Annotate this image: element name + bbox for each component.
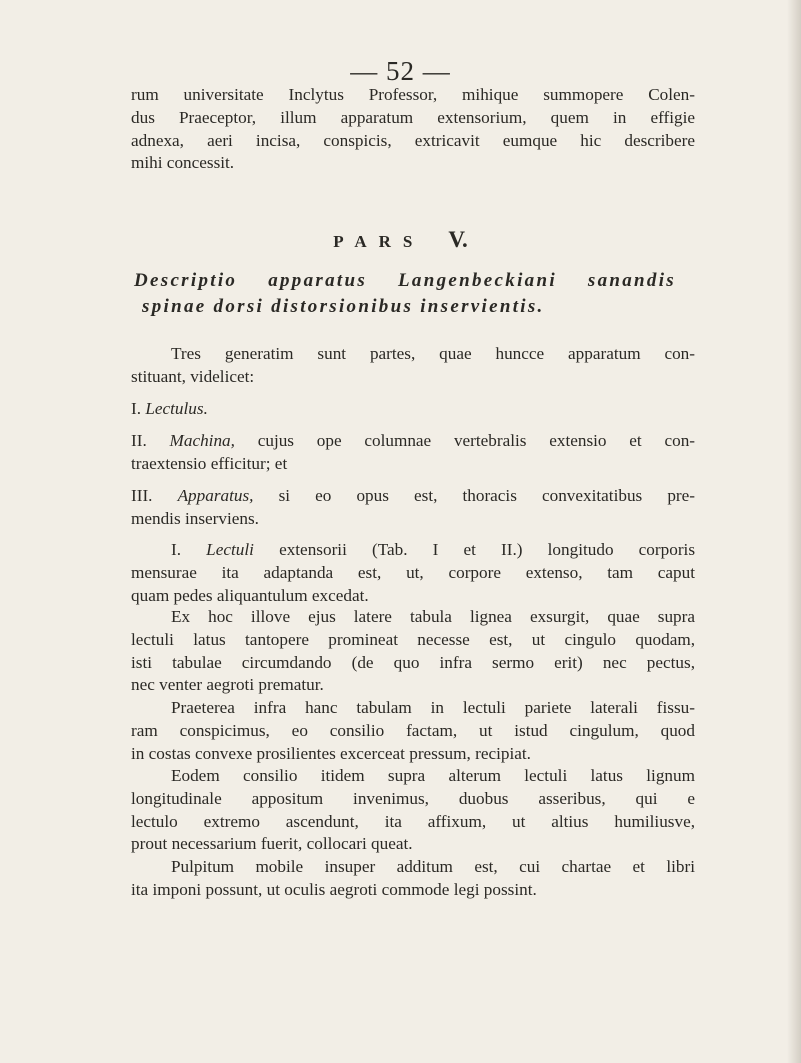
text-line: Pulpitum mobile insuper additum est, cui chartae et libri	[171, 857, 695, 876]
text-line: Ex hoc illove ejus latere tabula lignea exsurgit, quae supra	[171, 607, 695, 626]
intro-paragraph	[131, 84, 695, 175]
text-line: ita imponi possunt, ut oculis aegroti commode legi possint.	[131, 879, 537, 899]
parts-list-item-3	[131, 485, 695, 531]
title-line: spinae dorsi distorsionibus inservientis.	[142, 296, 545, 317]
text-line: lectuli latus tantopere promineat necesse est, ut cingulo quodam,	[131, 629, 695, 649]
text-line: stituant, videlicet:	[131, 366, 255, 386]
title-line: Descriptio apparatus Langenbeckiani sanandis	[134, 270, 676, 291]
paragraph-tabula	[131, 606, 695, 697]
list-item-1	[131, 398, 695, 421]
page-number: — 52 —	[350, 56, 451, 86]
text-line: isti tabulae circumdando (de quo infra sermo erit) nec pectus,	[131, 652, 695, 672]
text-line: Praeterea infra hanc tabulam in lectuli pariete laterali fissu-	[171, 698, 695, 717]
list-number: I.	[131, 399, 142, 418]
list-title: Machina,	[169, 431, 235, 450]
parts-list-item-2	[131, 430, 695, 476]
paragraph-pulpitum	[131, 856, 695, 902]
text-line: prout necessarium fuerit, collocari queat.	[131, 834, 413, 854]
part-heading	[0, 227, 801, 253]
section-title	[134, 268, 676, 320]
paragraph-lectuli	[131, 539, 695, 607]
parts-list	[131, 398, 695, 421]
paragraph-fissura	[131, 697, 695, 765]
text-line: mensurae ita adaptanda est, ut, corpore extenso, tam caput	[131, 562, 695, 582]
text-line: Tres generatim sunt partes, quae huncce apparatum con-	[171, 344, 695, 363]
text-line: quam pedes aliquantulum excedat.	[131, 585, 369, 605]
text-line: in costas convexe prosilientes excerceat pressum, recipiat.	[131, 743, 531, 763]
paragraph-keyword: Lectuli	[206, 540, 254, 559]
text-line: mendis inserviens.	[131, 508, 259, 528]
text-line: Eodem consilio itidem supra alterum lectuli latus lignum	[171, 766, 695, 785]
text-line	[131, 539, 695, 562]
list-text: si eo opus est, thoracis convexitatibus pre-	[278, 486, 695, 505]
paragraph-lignum	[131, 765, 695, 856]
list-title: Apparatus,	[177, 486, 254, 505]
list-number: II.	[131, 431, 147, 450]
text-line: nec venter aegroti prematur.	[131, 675, 324, 695]
text-line: lectulo extremo ascendunt, ita affixum, ut altius humiliusve,	[131, 811, 695, 831]
text-line: longitudinale appositum invenimus, duobus asseribus, qui e	[131, 788, 695, 808]
text-line: adnexa, aeri incisa, conspicis, extricavit eumque hic describere	[131, 130, 695, 150]
paragraph-parts	[131, 343, 695, 389]
list-item-3	[131, 485, 695, 508]
text-line: ram conspicimus, eo consilio factam, ut istud cingulum, quod	[131, 720, 695, 740]
text-line: rum universitate Inclytus Professor, mihique summopere Colen-	[131, 85, 695, 104]
list-title: Lectulus.	[145, 399, 208, 418]
text-line: traextensio efficitur; et	[131, 453, 288, 473]
text-segment: extensorii (Tab. I et II.) longitudo corporis	[279, 540, 696, 559]
text-line: mihi concessit.	[131, 153, 235, 173]
list-item-2	[131, 430, 695, 453]
part-label: PARS	[333, 232, 425, 251]
page-edge-shadow	[787, 0, 801, 1063]
list-number: III.	[131, 486, 153, 505]
part-numeral: V.	[448, 227, 468, 252]
list-text: cujus ope columnae vertebralis extensio et con-	[257, 431, 696, 450]
text-line: dus Praeceptor, illum apparatum extensorium, quem in effigie	[131, 107, 695, 127]
paragraph-number: I.	[171, 540, 182, 559]
